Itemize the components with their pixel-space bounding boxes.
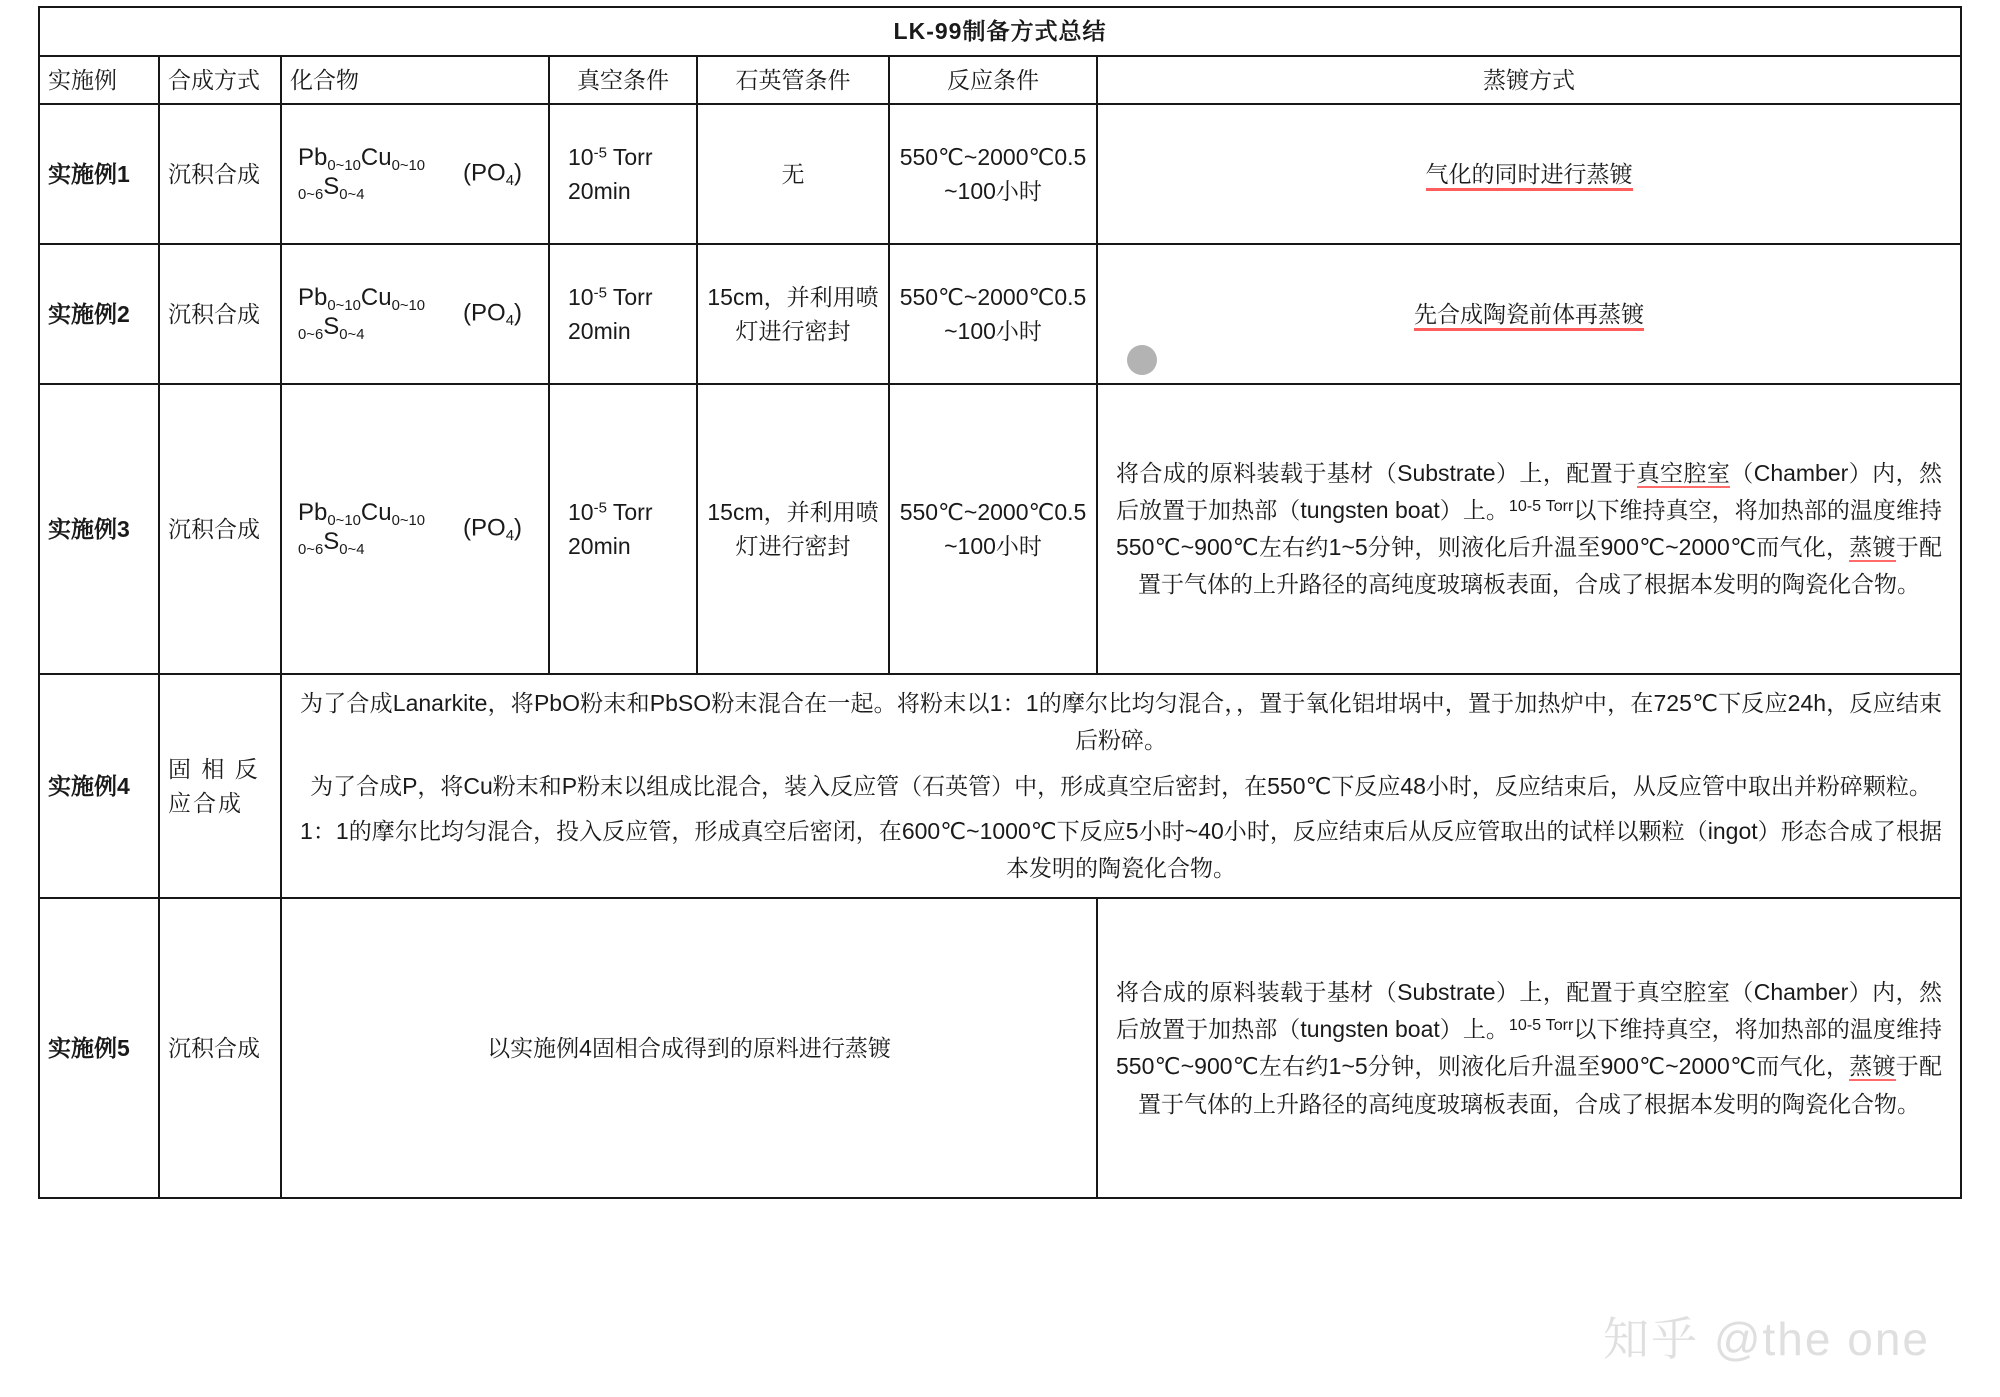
formula-po4 — [463, 510, 522, 547]
cell-example-no: 实施例5 — [39, 898, 159, 1198]
formula-p-sub: 0~6 — [298, 326, 324, 343]
table-title-row — [39, 7, 1961, 56]
cell-synthesis: 沉积合成 — [159, 898, 281, 1198]
vacuum-unit: Torr — [606, 498, 653, 525]
formula-po4-open: (PO — [463, 299, 506, 327]
formula-po4-close: ) — [514, 159, 522, 187]
reaction-line-2: ~100小时 — [944, 178, 1042, 204]
evap-text-2: （Chamber）内，然后放置于加热部（tungsten boat）上。 — [1116, 459, 1943, 523]
page-title: LK-99制备方式总结 — [39, 7, 1961, 56]
cell-synthesis: 沉积合成 — [159, 104, 281, 244]
chemical-formula — [290, 144, 425, 204]
formula-p-sub: 0~6 — [298, 186, 324, 203]
cell-synthesis: 沉积合成 — [159, 244, 281, 384]
formula-po4-open: (PO — [463, 159, 506, 187]
cell-synthesis: 固 相 反 应合成 — [159, 674, 281, 898]
evap-text-4: 于配置于气体的上升路径的高纯度玻璃板表面，合成了根据本发明的陶瓷化合物。 — [1138, 534, 1943, 598]
vacuum-value: 10 — [568, 498, 594, 525]
reaction-line-2: ~100小时 — [944, 318, 1042, 344]
formula-pb-sub: 0~10 — [327, 512, 361, 529]
reaction-line-2: ~100小时 — [944, 533, 1042, 559]
cell-vacuum — [549, 104, 697, 244]
formula-cu-sub: 0~10 — [391, 297, 426, 314]
quartz-line-1: 15cm，并利用喷 — [707, 283, 879, 310]
evap-underline-deposit: 蒸镀 — [1849, 534, 1896, 560]
formula-cu: Cu — [360, 284, 392, 312]
formula-po4-close: ) — [514, 299, 522, 327]
formula-line2 — [298, 313, 425, 344]
vacuum-exponent: -5 — [593, 284, 607, 302]
vacuum-time: 20min — [568, 318, 631, 344]
evap-text-3: 以下维持真空，将加热部的温度维持550℃~900℃左右约1~5分钟，则液化后升温至900℃~2000℃而气化， — [1116, 496, 1943, 560]
evap-text-4: 于配置于气体的上升路径的高纯度玻璃板表面，合成了根据本发明的陶瓷化合物。 — [1138, 1053, 1943, 1117]
chemical-formula — [290, 284, 425, 344]
formula-line2 — [298, 173, 425, 204]
evap-pressure-sup: 10-5 Torr — [1508, 1015, 1574, 1034]
vacuum-unit: Torr — [606, 143, 653, 170]
cell-reaction — [889, 104, 1097, 244]
quartz-line-2: 灯进行密封 — [735, 318, 851, 344]
cell-example-no: 实施例2 — [39, 244, 159, 384]
formula-s-sub: 0~4 — [339, 186, 365, 203]
cursor-dot — [1127, 345, 1157, 375]
evap-underline-deposit: 蒸镀 — [1849, 1053, 1896, 1080]
cell-vacuum — [549, 384, 697, 674]
cell-middle-note: 以实施例4固相合成得到的原料进行蒸镀 — [281, 898, 1097, 1198]
formula-cu-sub: 0~10 — [391, 157, 426, 174]
formula-po4 — [463, 295, 522, 332]
formula-po4-open: (PO — [463, 514, 506, 542]
vacuum-pressure — [568, 280, 688, 315]
vacuum-value: 10 — [568, 283, 594, 310]
cell-quartz — [697, 244, 889, 384]
description-line-2: 为了合成P，将Cu粉末和P粉末以组成比混合，装入反应管（石英管）中，形成真空后密封，在550℃下反应48小时，反应结束后，从反应管中取出并粉碎颗粒。 — [310, 772, 1932, 799]
evaporation-text: 先合成陶瓷前体再蒸镀 — [1414, 301, 1644, 331]
evap-pressure-sup: 10-5 Torr — [1508, 496, 1574, 515]
description-line-3: 1：1的摩尔比均匀混合，投入反应管，形成真空后密闭，在600℃~1000℃下反应5小时~40小时，反应结束后从反应管取出的试样以颗粒（ingot）形态合成了根据本发明的陶瓷化合物。 — [300, 817, 1943, 881]
cell-synthesis: 沉积合成 — [159, 384, 281, 674]
cell-example-no: 实施例1 — [39, 104, 159, 244]
cell-compound — [281, 104, 549, 244]
evaporation-text: 气化的同时进行蒸镀 — [1426, 161, 1633, 191]
formula-s: S — [323, 528, 340, 555]
evap-text-1: 将合成的原料装载于基材（Substrate）上，配置于真空腔室（Chamber）内，然后放置于加热部（tungsten boat）上。 — [1116, 978, 1943, 1042]
cell-evaporation — [1097, 244, 1961, 384]
table-row — [39, 244, 1961, 384]
formula-po4-sub: 4 — [505, 173, 514, 190]
formula-po4-sub: 4 — [505, 528, 514, 545]
formula-pb-sub: 0~10 — [327, 157, 361, 174]
cell-quartz: 无 — [697, 104, 889, 244]
vacuum-pressure — [568, 495, 688, 530]
chemical-formula — [290, 499, 425, 559]
vacuum-time: 20min — [568, 178, 631, 204]
reaction-line-1: 550℃~2000℃0.5 — [899, 498, 1087, 525]
formula-pb: Pb — [298, 284, 328, 312]
cell-evaporation — [1097, 104, 1961, 244]
cell-compound — [281, 244, 549, 384]
vacuum-time: 20min — [568, 533, 631, 559]
formula-s-sub: 0~4 — [339, 541, 365, 558]
table-row — [39, 674, 1961, 898]
reaction-line-1: 550℃~2000℃0.5 — [899, 143, 1087, 170]
formula-po4 — [463, 155, 522, 192]
formula-cu: Cu — [360, 144, 392, 172]
header-quartz: 石英管条件 — [697, 56, 889, 105]
cell-reaction — [889, 384, 1097, 674]
vacuum-value: 10 — [568, 143, 594, 170]
lk99-summary-table — [38, 6, 1962, 1199]
cell-vacuum — [549, 244, 697, 384]
formula-pb: Pb — [298, 499, 328, 527]
formula-cu: Cu — [360, 499, 392, 527]
formula-s: S — [323, 313, 340, 340]
table-header-row — [39, 56, 1961, 105]
watermark: 知乎 @the one — [1603, 1313, 1930, 1365]
formula-s: S — [323, 173, 340, 200]
evaporation-paragraph — [1106, 451, 1952, 608]
header-vacuum: 真空条件 — [549, 56, 697, 105]
table-row — [39, 104, 1961, 244]
description-line-1: 为了合成Lanarkite，将PbO粉末和PbSO粉末混合在一起。将粉末以1：1的摩尔比均匀混合，，置于氧化铝坩埚中，置于加热炉中，在725℃下反应24h，反应结束后粉碎。 — [300, 690, 1943, 754]
formula-po4-close: ) — [514, 514, 522, 542]
table-row — [39, 898, 1961, 1198]
vacuum-unit: Torr — [606, 283, 653, 310]
evaporation-paragraph — [1106, 970, 1952, 1127]
header-evaporation: 蒸镀方式 — [1097, 56, 1961, 105]
vacuum-pressure — [568, 140, 688, 175]
cell-evaporation — [1097, 384, 1961, 674]
formula-p-sub: 0~6 — [298, 541, 324, 558]
header-reaction: 反应条件 — [889, 56, 1097, 105]
evap-text-1: 将合成的原料装载于基材（Substrate）上，配置于 — [1116, 459, 1637, 486]
header-compound: 化合物 — [281, 56, 549, 105]
cell-reaction — [889, 244, 1097, 384]
header-synthesis: 合成方式 — [159, 56, 281, 105]
cell-compound — [281, 384, 549, 674]
header-example: 实施例 — [39, 56, 159, 105]
cell-quartz — [697, 384, 889, 674]
reaction-line-1: 550℃~2000℃0.5 — [899, 283, 1087, 310]
vacuum-exponent: -5 — [593, 499, 607, 517]
quartz-line-2: 灯进行密封 — [735, 533, 851, 559]
evap-underline-chamber: 真空腔室 — [1636, 459, 1731, 486]
cell-evaporation — [1097, 898, 1961, 1198]
cell-example-no: 实施例4 — [39, 674, 159, 898]
cell-solid-state-description — [281, 674, 1961, 898]
formula-po4-sub: 4 — [505, 313, 514, 330]
table-row — [39, 384, 1961, 674]
formula-line2 — [298, 528, 425, 559]
formula-pb-sub: 0~10 — [327, 297, 361, 314]
formula-pb: Pb — [298, 144, 328, 172]
formula-cu-sub: 0~10 — [391, 512, 426, 529]
vacuum-exponent: -5 — [593, 144, 607, 162]
evap-text-3: 以下维持真空，将加热部的温度维持550℃~900℃左右约1~5分钟，则液化后升温至900℃~2000℃而气化， — [1116, 1016, 1943, 1080]
cell-example-no: 实施例3 — [39, 384, 159, 674]
quartz-line-1: 15cm，并利用喷 — [707, 498, 879, 525]
formula-s-sub: 0~4 — [339, 326, 365, 343]
